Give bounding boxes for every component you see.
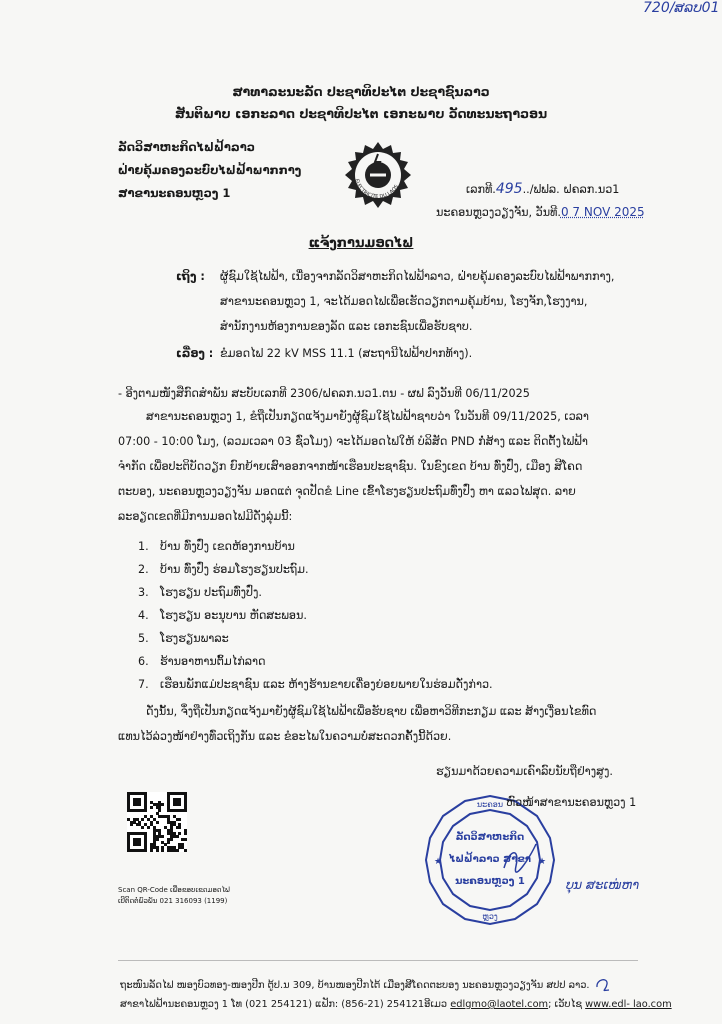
qr-caption1: Scan QR-Code ເພື່ອຂອບເຂດມອດໄຟ: [118, 886, 230, 894]
paragraph1-line4: ຕະບອງ, ນະຄອນຫຼວງວຽງຈັນ ມອດແຕ່ ຈຸດປັດຂໍ Line ເຂົ້າໂຮງຮຽນປະຖົມທົ່ງປົ່ງ ຫາ ແລວໄຟສຸດ. ລາຍ: [118, 485, 576, 498]
list-item: 5. ໂຮງຮຽນພາລະ: [138, 632, 229, 645]
stamp-bottom-text: ຫຼວງ: [482, 912, 498, 921]
national-header-line1: ສາທາລະນະລັດ ປະຊາທິປະໄຕ ປະຊາຊົນລາວ: [232, 84, 490, 99]
page-title: ແຈ້ງການມອດໄຟ: [308, 236, 414, 251]
list-item: 4. ໂຮງຮຽນ ອະນຸບານ ຫັດສະພອນ.: [138, 609, 307, 622]
svg-text:★: ★: [538, 857, 547, 867]
org-line2: ຝ່າຍຄຸ້ມຄອງລະບົບໄຟຟ້າພາກກາງ: [118, 163, 302, 177]
area-list: [138, 538, 493, 699]
reference-line: - ອີງຕາມໜັງສືກົດສຳພັນ ສະບັບເລກທີ 2306/ຝຄລກ.ນວ1.ຕນ - ຜຟ ລົງວັນທີ 06/11/2025: [118, 387, 530, 400]
subject-text: ຂໍມອດໄຟ 22 kV MSS 11.1 (ສະຖານີໄຟຟ້າປາກທ້າງ).: [220, 347, 473, 360]
doc-number-prefix: ເລກທີ.: [466, 183, 496, 196]
footer-divider: [118, 960, 638, 961]
to-line1: ຜູ້ຊົມໃຊ້ໄຟຟ້າ, ເນື່ອງຈາກລັດວິສາຫະກິດໄຟຟ້າລາວ, ຝ່າຍຄຸ້ມຄອງລະບົບໄຟຟ້າພາກກາງ,: [220, 270, 615, 283]
org-line3: ສາຂານະຄອນຫຼວງ 1: [118, 186, 231, 200]
handwritten-note: 720/ສລບ01: [643, 0, 720, 16]
footer-contact: ສາຂາໄຟຟ້ານະຄອນຫຼວງ 1 ໂທ (021 254121) ແຟັກ: (856-21) 254121ອີເມວ: [120, 999, 448, 1010]
qr-code[interactable]: [127, 792, 187, 852]
org-line1: ລັດວິສາຫະກິດໄຟຟ້າລາວ: [118, 140, 255, 154]
footer-line1: ຖະໜົນລັດໄຟ ໜອງບົວທອງ-ໜອງປີກ ຕູ້ປ.ນ 309, ບ້ານໜອງປີກໄຕ້ ເມືອງສີໂຄດຕະບອງ ນະຄອນຫຼວງວຽງຈັນ ສປປ ລາວ.: [120, 980, 590, 991]
paragraph1-line3: ຈຳກັດ ເພື່ອປະຕິບັດວຽກ ຍົກຍ້າຍເສົາອອກຈາກໜ້າເຮືອນປະຊາຊົນ. ໃນຂົງເຂດ ບ້ານ ທົ່ງປົ່ງ, ເມືອງ ສີໂຄດ: [118, 460, 583, 473]
date-line: [436, 203, 645, 222]
paragraph2-line1: ດັ່ງນັ້ນ, ຈຶ່ງຖືເປັນກຽດແຈ້ງມາຍັງຜູ້ຊົມໃຊ້ໄຟຟ້າເພື່ອຮັບຊາບ ເພື່ອຫາວິທີກະກຽມ ແລະ ສ້າງເງື່ອນໄຂທົດ: [146, 705, 597, 718]
list-item: 1. ບ້ານ ທົ່ງປົ່ງ ເຂດຫ້ອງການບ້ານ: [138, 540, 295, 553]
footer-website-link[interactable]: www.edl- lao.com: [585, 999, 672, 1010]
paragraph1-line5: ລະອຽດເຂດທີ່ມີການມອດໄຟມີດັ່ງລຸ່ມນີ້:: [118, 510, 293, 523]
footer-line2: [120, 999, 672, 1010]
to-line2: ສາຂານະຄອນຫຼວງ 1, ຈະໄດ້ມອດໄຟເພື່ອເຮັດວຽກຕາມຄຸ້ມບ້ານ, ໂຮງຈັກ,ໂຮງງານ,: [220, 295, 588, 308]
list-item: 2. ບ້ານ ທົ່ງປົ່ງ ຮ່ອມໂຮງຮຽນປະຖົມ.: [138, 563, 309, 576]
subject-label: ເລື່ອງ :: [176, 347, 214, 360]
list-item: 6. ຮ້ານອາຫານຕົ້ມໄກ່ລາດ: [138, 655, 266, 668]
footer-initial-mark: [594, 975, 612, 993]
doc-number-value: 495: [495, 181, 523, 197]
to-label: ເຖິງ :: [176, 270, 205, 283]
footer-web-label: ; ເວັບໄຊ: [548, 999, 583, 1010]
logo-text: ELECTRICITE DU LAOS: [353, 178, 400, 201]
national-header-line2: ສັນຕິພາບ ເອກະລາດ ປະຊາທິປະໄຕ ເອກະພາບ ວັດທະນະຖາວອນ: [174, 106, 548, 121]
svg-text:★: ★: [434, 857, 443, 867]
signer-name: ບຸນ ສະເໜ່ຫາ: [566, 878, 640, 893]
to-line3: ສຳນັກງານຫ້ອງການຂອງລັດ ແລະ ເອກະຊົນເພື່ອຮັບຊາບ.: [220, 320, 473, 333]
signer-title: ຫົວໜ້າສາຂານະຄອນຫຼວງ 1: [506, 796, 637, 809]
paragraph1-line2: 07:00 - 10:00 ໂມງ, (ລວມເວລາ 03 ຊົ່ວໂມງ) ຈະໄດ້ມອດໄຟໃຫ້ ບໍລິສັດ PND ກໍ່ສ້າງ ແລະ ຕິດຕັ້ງໄຟຟ້າ: [118, 435, 588, 448]
closing-line: ຮຽນມາດ້ວຍຄວາມເຄົາລົບນັບຖືຢ່າງສູງ.: [436, 765, 613, 778]
date-prefix: ນະຄອນຫຼວງວຽງຈັນ, ວັນທີ.: [436, 206, 561, 219]
footer-email-link[interactable]: edlgmo@laotel.com: [450, 999, 549, 1010]
paragraph1-line1: ສາຂານະຄອນຫຼວງ 1, ຂໍຖືເປັນກຽດແຈ້ງມາຍັງຜູ້ຊົມໃຊ້ໄຟຟ້າຊາບວ່າ ໃນວັນທີ 09/11/2025, ເວລາ: [146, 410, 589, 423]
doc-number-suffix: /ຟຟລ. ຝຄລກ.ນວ1: [529, 183, 620, 196]
list-item: 3. ໂຮງຮຽນ ປະຖົມທົ່ງປົ່ງ.: [138, 586, 262, 599]
date-value: 0 7 NOV 2025: [560, 205, 645, 219]
signature-mark: [500, 838, 540, 878]
list-item: 7. ເຮືອນພັກແມ່ປະຊາຊົນ ແລະ ຫ້າງຮ້ານຂາຍເຄື່ອງຍ່ອຍພາຍໃນຮ່ອມດັ່ງກ່າວ.: [138, 678, 493, 691]
stamp-top-text: ນະຄອນ: [476, 800, 504, 809]
stamp-line3: ນະຄອນຫຼວງ 1: [455, 876, 525, 887]
stamp-line1: ລັດວິສາຫະກິດ: [455, 832, 525, 843]
doc-number: ເລກທີ.495../ຟຟລ. ຝຄລກ.ນວ1: [466, 181, 620, 197]
stamp-line2: ໄຟຟ້າລາວ ສາຂາ: [448, 854, 532, 865]
paragraph2-line2: ແທນໄວ້ລ່ວງໜ້າຢ່າງທົ່ວເຖິງກັນ ແລະ ຂໍອະໄພໃນຄວາມບໍ່ສະດວກຄັ້ງນີ້ດ້ວຍ.: [118, 730, 452, 743]
edl-logo: [343, 140, 413, 210]
qr-caption2: ເບີຕິດຕໍ່ພົວພັນ 021 316093 (1199): [118, 897, 228, 905]
